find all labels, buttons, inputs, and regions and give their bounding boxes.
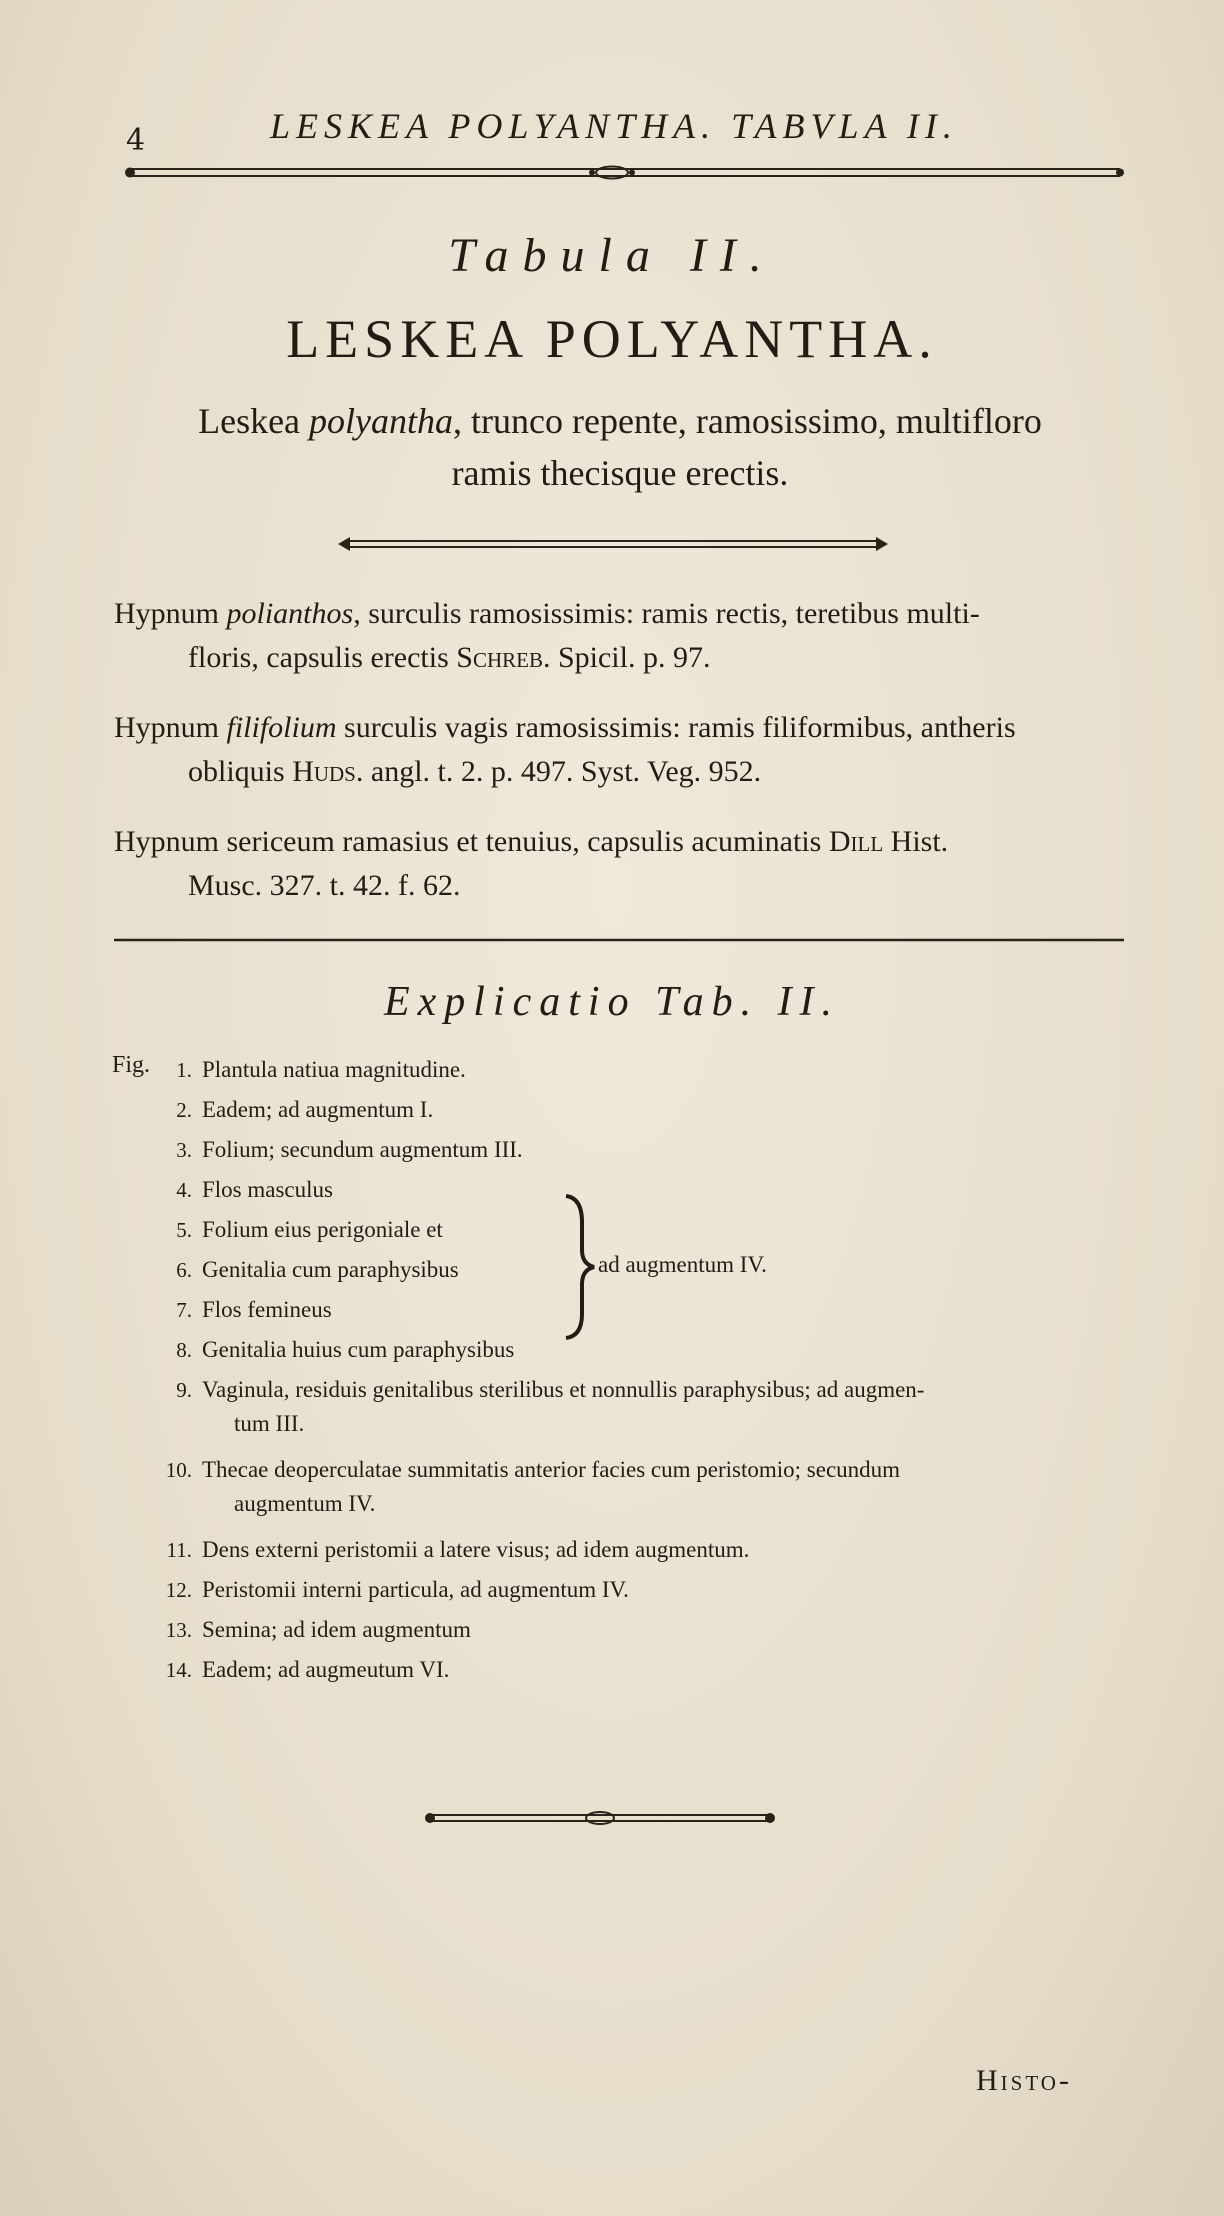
- list-item: 6. Genitalia cum paraphysibus: [176, 1257, 459, 1282]
- list-item: 14. Eadem; ad augmeutum VI.: [165, 1657, 450, 1682]
- synonym-entry: Hypnum filifolium surculis vagis ramosissimis: ramis filiformibus, antheris obliquis Huds. angl. t. 2. p. 497. Syst. Veg. 952.: [114, 711, 1016, 788]
- brace-icon: [560, 1192, 600, 1342]
- list-item: 8. Genitalia huius cum paraphysibus: [176, 1337, 515, 1362]
- list-item: 3. Folium; secundum augmentum III.: [176, 1137, 523, 1162]
- list-item: 7. Flos femineus: [176, 1297, 332, 1322]
- footer-ornament: [0, 1806, 1224, 1830]
- list-item: 4. Flos masculus: [176, 1177, 333, 1202]
- page-number: 4: [126, 123, 146, 158]
- diagnosis-line2: ramis thecisque erectis.: [451, 453, 789, 493]
- section-rule: [0, 936, 1224, 944]
- species-diagnosis: [120, 395, 1120, 499]
- diagnosis-epithet: polyantha: [309, 401, 454, 441]
- running-title: LESKEA POLYANTHA. TABVLA II.: [270, 106, 958, 146]
- header-ornament-rule: [0, 160, 1224, 186]
- synonym-entry: Hypnum polianthos, surculis ramosissimis: ramis rectis, teretibus multi- floris, capsulis erectis Schreb. Spicil. p. 97.: [114, 597, 980, 674]
- list-item: 13. Semina; ad idem augmentum: [165, 1617, 471, 1642]
- list-item: 11. Dens externi peristomii a latere visus; ad idem augmentum.: [166, 1537, 750, 1562]
- diagnosis-genus: Leskea: [198, 401, 301, 441]
- figure-explanation-list: [112, 1050, 1122, 1690]
- diagnosis-line1: , trunco repente, ramosissimo, multifloro: [453, 401, 1042, 441]
- list-item: 5. Folium eius perigoniale et: [176, 1217, 443, 1242]
- catchword: Histo-: [976, 2064, 1072, 2097]
- list-item: 2. Eadem; ad augmentum I.: [176, 1097, 434, 1122]
- list-item: 1. Plantula natiua magnitudine.: [176, 1057, 466, 1082]
- section-ornament: [0, 532, 1224, 556]
- synonym-list: [114, 592, 1126, 934]
- list-item: 10. Thecae deoperculatae summitatis anterior facies cum peristomio; secundum augmentum IV.: [165, 1457, 901, 1516]
- fig-label: Fig.: [112, 1052, 151, 1078]
- page-header: [0, 95, 1224, 165]
- species-title: LESKEA POLYANTHA.: [286, 309, 938, 369]
- synonym-entry: Hypnum sericeum ramasius et tenuius, capsulis acuminatis Dill Hist. Musc. 327. t. 42. f. 62.: [114, 825, 949, 902]
- list-item: 12. Peristomii interni particula, ad augmentum IV.: [165, 1577, 629, 1602]
- plate-title: Tabula II.: [448, 229, 776, 282]
- brace-label: ad augmentum IV.: [598, 1252, 767, 1277]
- list-item: 9. Vaginula, residuis genitalibus sterilibus et nonnullis paraphysibus; ad augmen- tum III.: [176, 1377, 925, 1436]
- explicatio-title: Explicatio Tab. II.: [383, 979, 841, 1025]
